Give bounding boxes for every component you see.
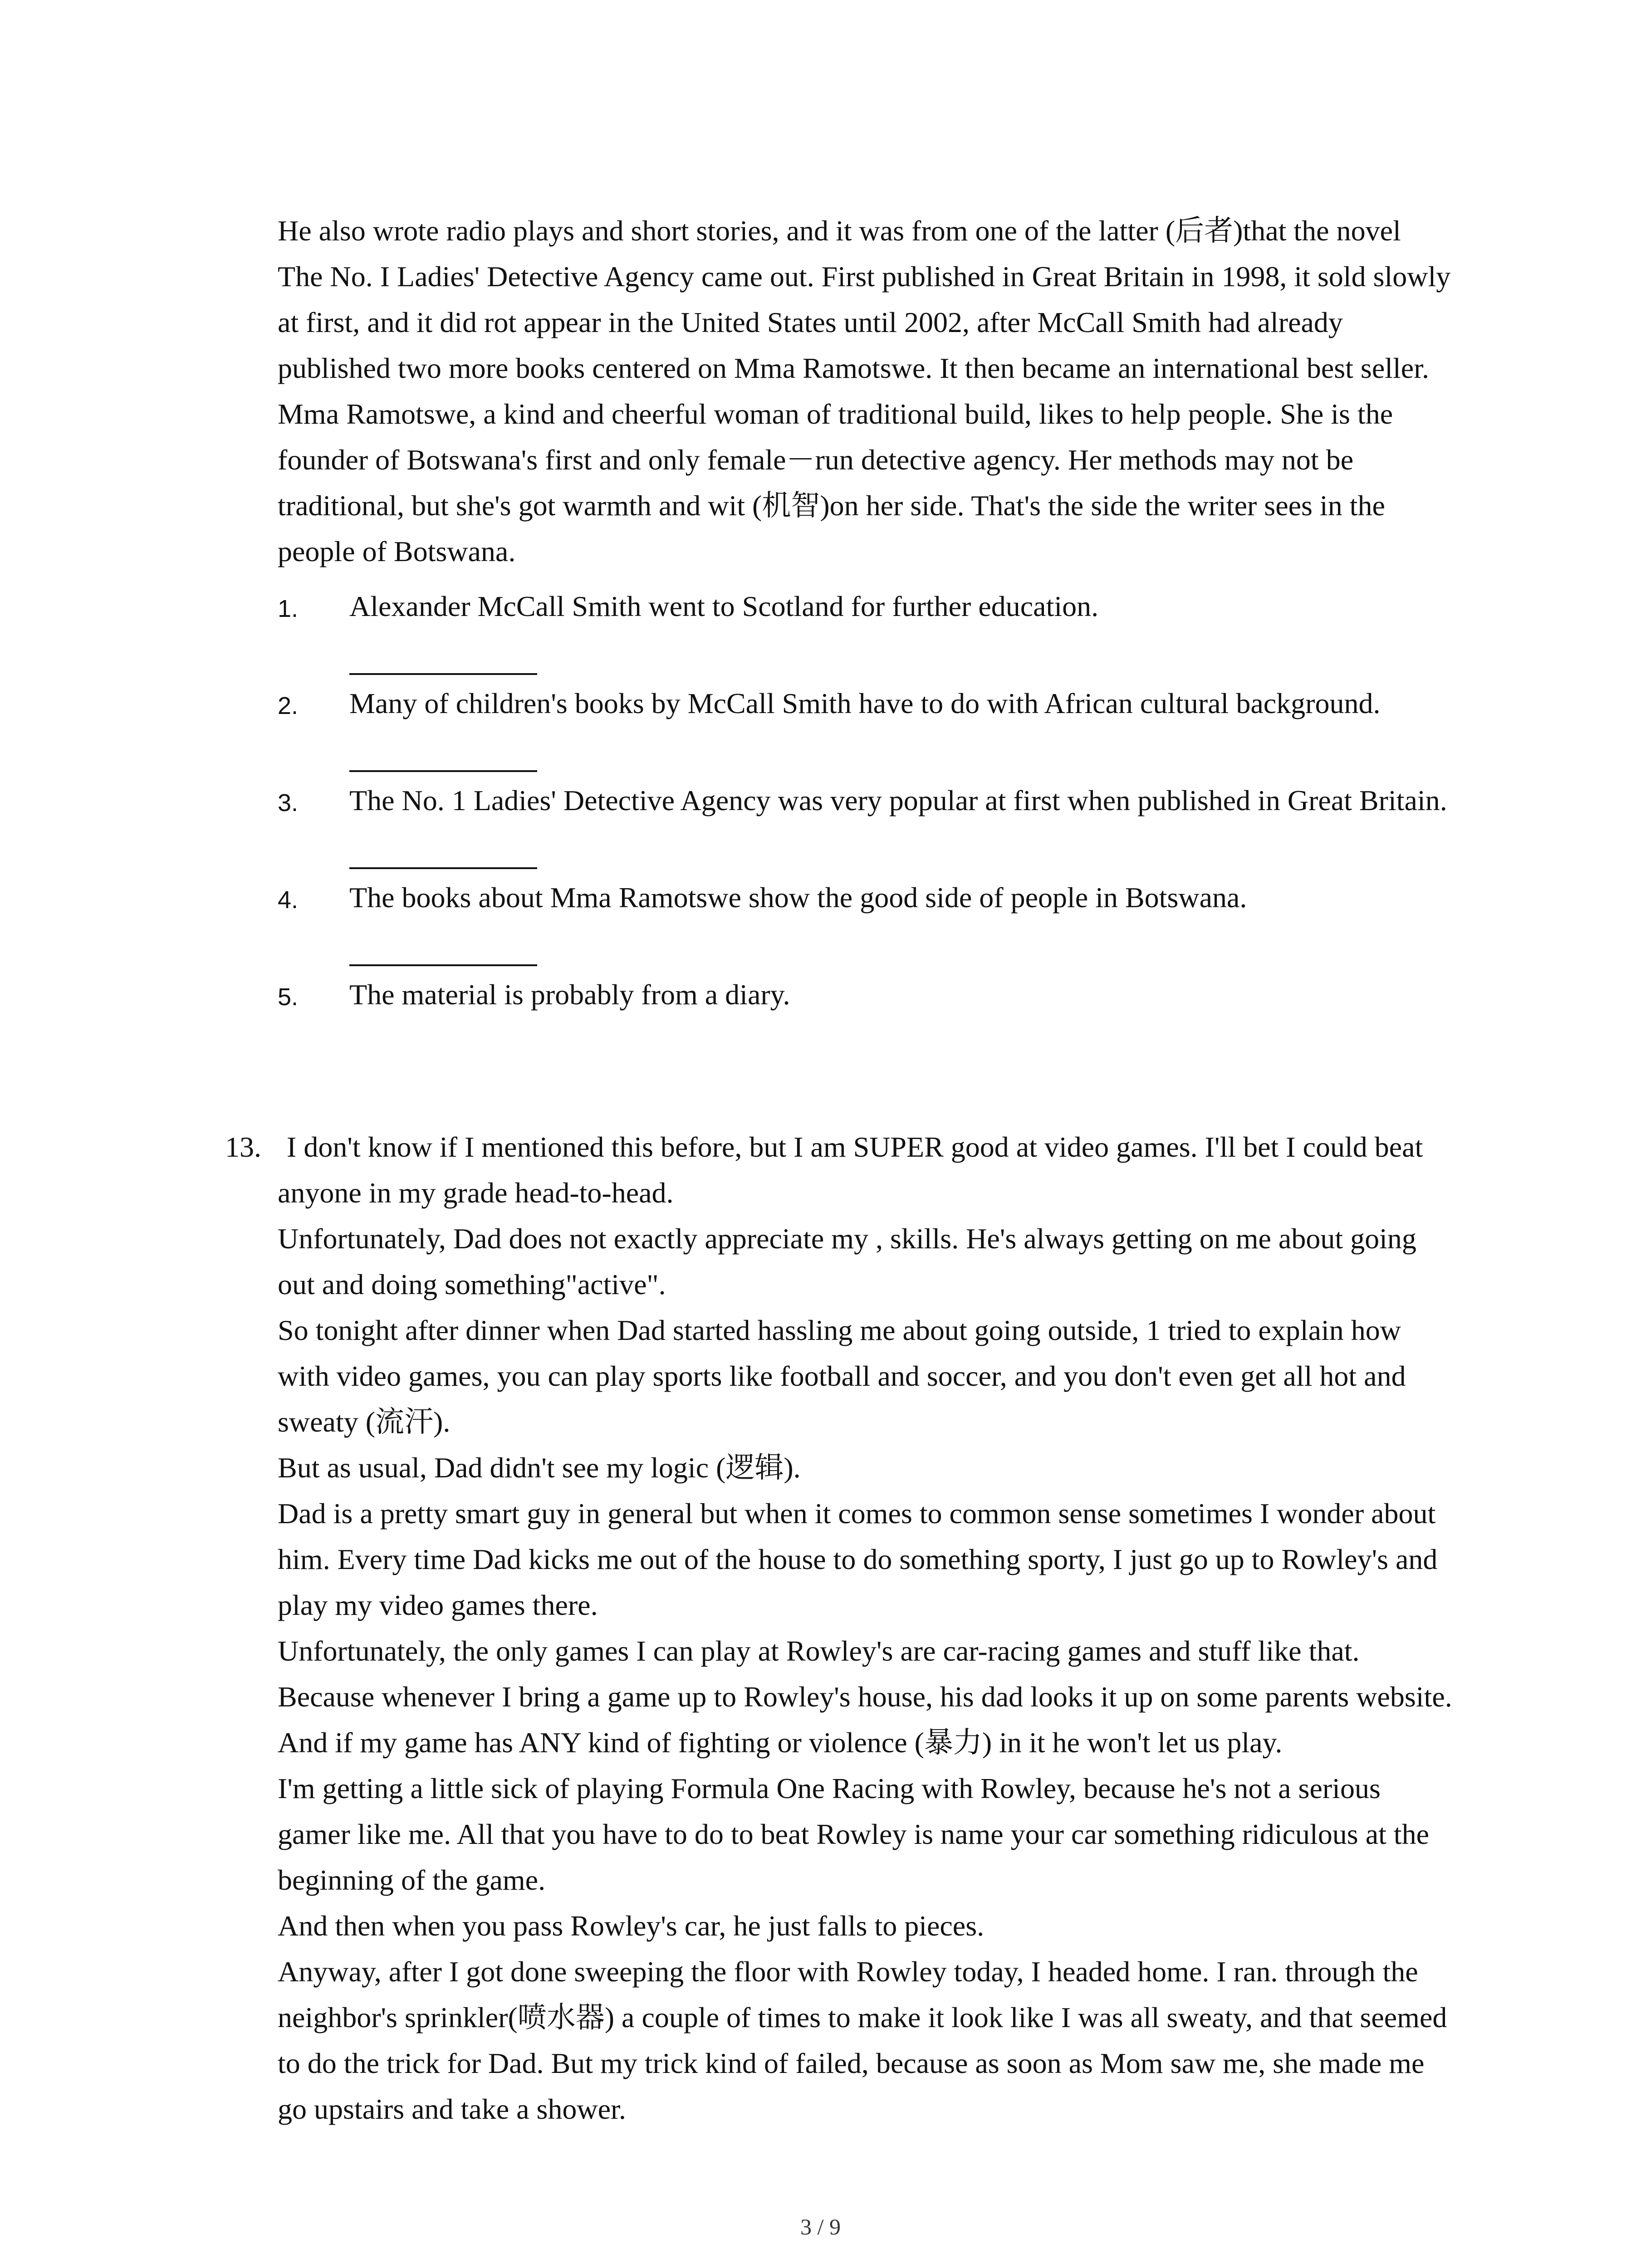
question-text: Many of children's books by McCall Smith have to do with African cultural background. [349, 687, 1381, 719]
question-item [278, 777, 1453, 869]
question-number: 1. [278, 595, 299, 622]
question-number: 5. [278, 983, 299, 1011]
question-text: The No. 1 Ladies' Detective Agency was very popular at first when published in Great Britain. [349, 784, 1447, 816]
passage-13-paragraph: I don't know if I mentioned this before, but I am SUPER good at video games. I'll bet I could beat anyone in my grade head-to-head. [278, 1131, 1423, 1209]
question-item [278, 875, 1453, 966]
question-item [278, 583, 1453, 675]
passage-13-paragraph: I'm getting a little sick of playing Formula One Racing with Rowley, because he's not a serious gamer like me. All that you have to do to beat Rowley is name your car something ridiculous at the beginning of the game. [278, 1772, 1430, 1896]
passage-13-paragraph: Unfortunately, Dad does not exactly appreciate my , skills. He's always getting on me about going out and doing something"active". [278, 1222, 1416, 1300]
question-13-number: 13. [225, 1131, 261, 1163]
answer-blank[interactable] [349, 629, 537, 675]
passage-13-paragraph: So tonight after dinner when Dad started hassling me about going outside, 1 tried to explain how with video games, you can play sports like football and soccer, and you don't even get all hot and sweaty (流汗). [278, 1314, 1406, 1438]
answer-blank[interactable] [349, 823, 537, 869]
passage-13-paragraph: Dad is a pretty smart guy in general but when it comes to common sense sometimes I wonder about him. Every time Dad kicks me out of the house to do something sporty, I just go up to Rowley's and play my video games there. [278, 1497, 1438, 1621]
answer-blank[interactable] [349, 920, 537, 966]
question-item [278, 972, 1453, 1017]
question-number: 2. [278, 692, 299, 719]
question-number: 3. [278, 789, 299, 816]
passage-13 [225, 1124, 1453, 2132]
question-text: The books about Mma Ramotswe show the good side of people in Botswana. [349, 881, 1247, 914]
passage-12-paragraph: He also wrote radio plays and short stories, and it was from one of the latter (后者)that the novel The No. I Ladies' Detective Agency came out. First published in Great Britain in 1998, it sold slowly at first, and it did rot appear in the United States until 2002, after McCall Smith had already published two more books centered on Mma Ramotswe. It then became an international best seller. Mma Ramotswe, a kind and cheerful woman of traditional build, likes to help people. She is the founder of Botswana's first and only female－run detective agency. Her methods may not be traditional, but she's got warmth and wit (机智)on her side. That's the side the writer sees in the people of Botswana. [278, 215, 1451, 567]
question-number: 4. [278, 886, 299, 914]
answer-blank[interactable] [349, 726, 537, 772]
passage-13-paragraph: Unfortunately, the only games I can play at Rowley's are car-racing games and stuff like that. Because whenever I bring a game up to Rowley's house, his dad looks it up on some parents website. And if my game has ANY kind of fighting or violence (暴力) in it he won't let us play. [278, 1635, 1452, 1759]
true-false-question-list [278, 583, 1453, 1017]
question-text: Alexander McCall Smith went to Scotland for further education. [349, 590, 1099, 622]
question-text: The material is probably from a diary. [349, 978, 790, 1011]
passage-13-paragraph: But as usual, Dad didn't see my logic (逻辑). [278, 1452, 801, 1484]
passage-13-paragraph: Anyway, after I got done sweeping the floor with Rowley today, I headed home. I ran. through the neighbor's sprinkler(喷水器) a couple of times to make it look like I was all sweaty, and that seemed to do the trick for Dad. But my trick kind of failed, because as soon as Mom saw me, she made me go upstairs and take a shower. [278, 1955, 1447, 2125]
passage-13-paragraph: And then when you pass Rowley's car, he just falls to pieces. [278, 1910, 985, 1942]
passage-12-text [278, 208, 1453, 574]
passage-13-body [278, 1124, 1453, 2132]
page-number: 3 / 9 [800, 2214, 841, 2239]
question-item [278, 680, 1453, 772]
